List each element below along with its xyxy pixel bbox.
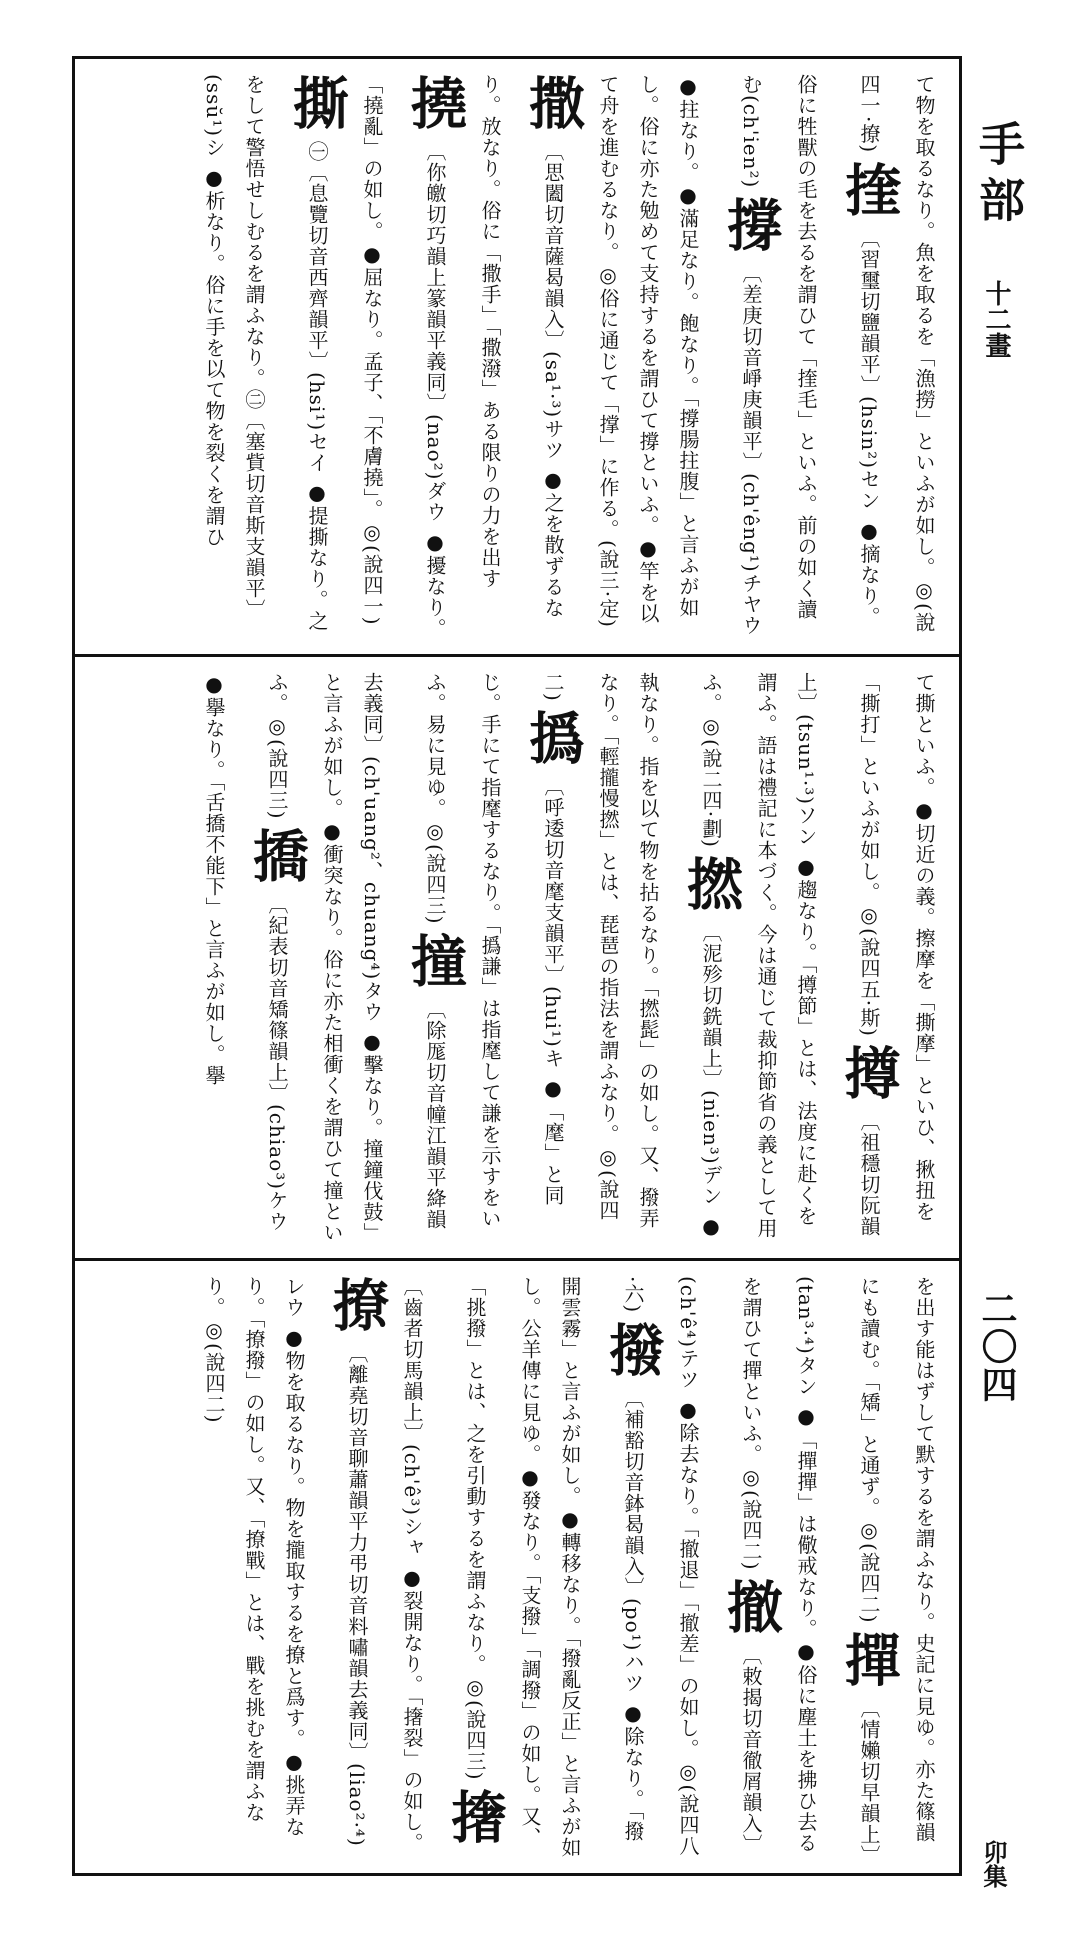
- entry-definition: 〔習璽切鹽韻平〕(hsin²)セン ●摘なり。俗に牲獸の毛を去るを謂ひて「㨒毛」といふ。前の如く讀む(ch'ien²): [739, 74, 881, 627]
- entry-definition: ㊀〔息覽切音西齊韻平〕(hsi¹)セイ ●提撕なり。之をして警悟せしむるを謂ふなり。㊁〔塞貲切音斯支韻平〕(ssŭ¹)シ ●析なり。俗に手を以て物を裂くを謂ひ: [202, 74, 329, 632]
- entry-definition: 〔思闔切音薩曷韻入〕(sa¹·³)サツ ●之を散ずるなり。放なり。俗に「撒手」「撒潑」ある限りの力を出す: [478, 74, 565, 619]
- continuation-text: て物を取るなり。魚を取るを「漁撈」といふが如し。◎(說四一·撩): [857, 74, 936, 633]
- radical-section-label: 手部: [972, 120, 1026, 232]
- entry-definition: 〔祖穩切阮韻上〕(tsun¹·³)ソン ●趨なり。「撙節」とは、法度に赴くを謂ふ。語は禮記に本づく。今は通じて裁抑節省の義として用ふ。◎(說二四·劃): [699, 672, 881, 1239]
- column-panel-1: [84, 64, 950, 650]
- column-panel-3: [84, 1266, 950, 1870]
- headword: 撒: [520, 74, 586, 131]
- dictionary-entry: [478, 74, 586, 619]
- headword: 撟: [244, 826, 310, 884]
- dictionary-entry: [360, 74, 468, 639]
- volume-label: 卯集: [979, 1840, 1008, 1888]
- headword: 撝: [520, 709, 586, 767]
- entry-definition: 〔泥殄切銑韻上〕(nien³)デン ●執なり。指を以て物を拈るなり。「撚髭」の如し。又、撥弄なり。「輕攏慢撚」とは、琵琶の指法を謂ふなり。◎(說四二): [541, 672, 723, 1240]
- dictionary-entry: [265, 672, 468, 1244]
- headword: 撩: [324, 1276, 390, 1333]
- entry-definition: 〔呼逶切音麾支韻平〕(hui¹)キ ●「麾」と同じ。手にて指麾するなり。「撝謙」は指麾して謙を示すをいふ。易に見ゆ。◎(說四三): [423, 672, 565, 1229]
- headword: 撤: [718, 1577, 784, 1635]
- entry-definition: 〔離堯切音聊蕭韻平力弔切音料嘯韻去義同〕(liao²·⁴)レウ ●物を取るなり。物を攏取するを撩と爲す。●挑弄なり。「撩撥」の如し。又、「撩戰」とは、戰を挑むを謂ふなり。◎(說四二): [202, 1276, 369, 1847]
- entry-definition: 〔除厖切音幢江韻平絳韻去義同〕(ch'uang²、chuang⁴)タウ ●擊なり。撞鐘伐鼓」と言ふが如し。●衝突なり。俗に亦た相衝くを謂ひて撞といふ。◎(說四三): [265, 672, 447, 1244]
- section-divider-1: [72, 654, 962, 657]
- stroke-count-label: 十二畫: [981, 280, 1011, 358]
- page-number: 二〇四: [976, 1290, 1018, 1404]
- headword: 撙: [836, 1044, 902, 1102]
- continuation-text: を出す能はずして默するを謂ふなり。史記に見ゆ。亦た篠韻にも讀む。「矯」と通ず。◎(說四二): [857, 1276, 936, 1843]
- headword: 撚: [678, 855, 744, 913]
- entry-definition: 〔情嬾切早韻上〕(tan³·⁴)タン ●「撣撣」は儆戒なり。●俗に塵土を拂ひ去るを謂ひて撣といふ。◎(說四二): [739, 1276, 881, 1856]
- headword: 撐: [718, 195, 784, 253]
- entry-definition: 〔齒者切馬韻上〕(ch'ê³)シャ ●裂開なり。「撦裂」の如し。: [400, 1276, 424, 1854]
- continuation-text: て撕といふ。●切近の義。擦摩を「撕摩」といひ、揪扭を「撕打」といふが如し。◎(說四五·斯): [857, 672, 936, 1222]
- headword: 撦: [442, 1787, 508, 1845]
- entry-definition: 〔補豁切音鉢曷韻入〕(po¹)ハツ ●除なり。「撥開雲霧」と言ふが如し。●轉移なり。「撥亂反正」と言ふが如し。公羊傳に見ゆ。●發なり。「支撥」「調撥」の如し。又、「挑撥」とは、之を引動するを謂ふなり。◎(說四三): [463, 1276, 645, 1858]
- entry-definition: 〔紀表切音矯篠韻上〕(chiao³)ケウ ●擧なり。「舌撟不能下」と言ふが如し。擧: [202, 672, 289, 1233]
- headword: 撣: [836, 1630, 902, 1688]
- dictionary-entry: [596, 74, 784, 636]
- headword: 撥: [600, 1320, 666, 1378]
- dictionary-entry: [202, 74, 350, 632]
- entry-definition: 〔你皦切巧韻上篆韻平義同〕(nao²)ダウ ●擾なり。「撓亂」の如し。●屈なり。孟子、「不膚撓」。◎(說四一): [360, 74, 447, 639]
- dictionary-entry: [202, 1276, 390, 1847]
- section-divider-2: [72, 1258, 962, 1261]
- entry-definition: 〔差庚切音崢庚韻平〕(ch'êng¹)チヤウ ●拄なり。●滿足なり。飽なり。「撐腸拄腹」と言ふが如し。俗に亦た勉めて支持するを謂ひて撐といふ。●竿を以て舟を進むるなり。◎俗に通じて「撑」に作る。(說三·定): [596, 74, 763, 636]
- headword: 㨒: [836, 160, 902, 218]
- column-panel-2: [84, 662, 950, 1254]
- dictionary-entry: [463, 1276, 666, 1858]
- headword: 撓: [402, 74, 468, 131]
- headword: 撕: [284, 74, 350, 131]
- entry-definition: 〔敕揭切音徹屑韻入〕(ch'ê⁴)テツ ●除去なり。「撤退」「撤差」の如し。◎(說四八·六): [621, 1276, 763, 1857]
- headword: 撞: [402, 931, 468, 989]
